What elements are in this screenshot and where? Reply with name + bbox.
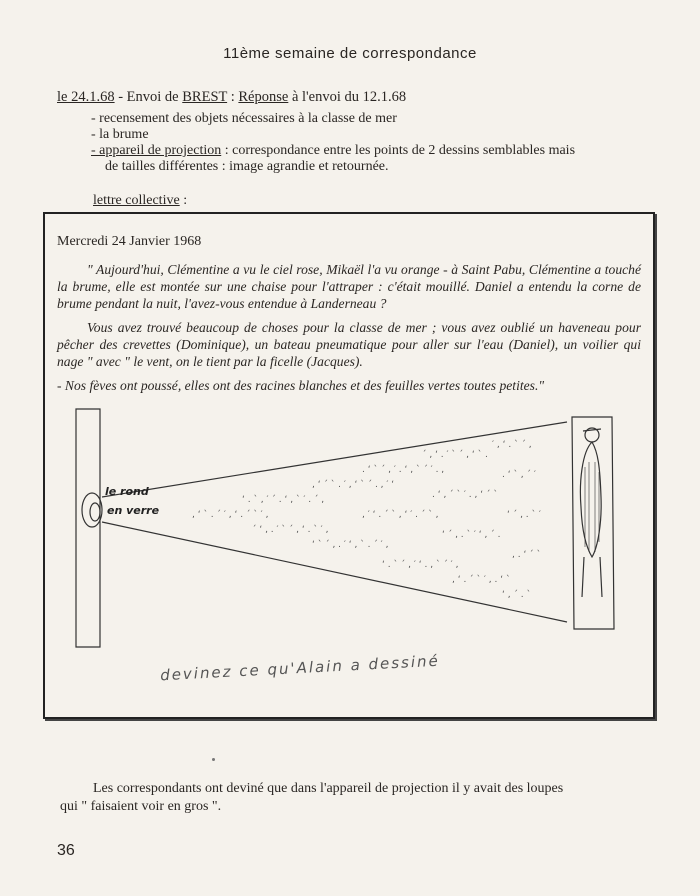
header-city: BREST: [182, 89, 228, 105]
header-reply: Réponse: [238, 89, 289, 105]
letter-paragraph: " Aujourd'hui, Clémentine a vu le ciel rose, Mikaël l'a vu orange - à Saint Pabu, Clémentine a touché la brume, elle est montée sur une chaise pour l'attraper : c'était mouillé. Daniel a entendu la corne de brume pendant la nuit, l'avez-vous entendue à Landerneau ?: [57, 262, 641, 311]
letter-date: Mercredi 24 Janvier 1968: [57, 234, 202, 249]
page-number: 36: [57, 842, 75, 859]
svg-text:‘ ´ , . ` ′ ‘ , ´ .: ‘ ´ , . ` ′ ‘ , ´ .: [442, 530, 501, 540]
svg-text:, . ‘ ´ `: , . ‘ ´ `: [512, 550, 542, 560]
bullet-item: [91, 143, 575, 159]
svg-text:. ‘ ` ´ , ′ . ‘ , ` ´ ′ . ,: . ‘ ` ´ , ′ . ‘ , ` ´ ′ . ,: [362, 465, 445, 475]
svg-text:, ‘ ´ ` . ′ , ‘ ` ´ . , ′ ‘: , ‘ ´ ` . ′ , ‘ ` ´ . , ′ ‘: [312, 480, 395, 490]
letter-paragraph: - Nos fèves ont poussé, elles ont des racines blanches et des feuilles vertes toutes petites.": [57, 378, 545, 393]
letter-paragraph: Vous avez trouvé beaucoup de choses pour la classe de mer ; vous avez oublié un haveneau pour pêcher des crevettes (Dominique), un bateau pneumatique pour aller sur l'eau (Daniel), un voilier qui nage " avec " le vent, on le tient par la ficelle (Jacques).: [57, 320, 641, 369]
header-date: le 24.1.68: [57, 89, 115, 105]
svg-text:‘ ` ´ , . ′ ‘ , ` . ´ ′ ,: ‘ ` ´ , . ′ ‘ , ` . ´ ′ ,: [312, 540, 389, 550]
bullet-continuation: de tailles différentes : image agrandie et retournée.: [105, 159, 389, 174]
closing-line: qui " faisaient voir en gros ".: [60, 799, 222, 814]
bullet-list: [91, 111, 575, 175]
closing-text: [60, 780, 564, 816]
bullet-item: - la brume: [91, 127, 149, 142]
drawing-caption: devinez ce qu'Alain a dessiné: [159, 651, 441, 685]
bullet-item: - recensement des objets nécessaires à la classe de mer: [91, 111, 397, 126]
svg-text:´ , ‘ . ′ ` ´ , ‘ ` .: ´ , ‘ . ′ ` ´ , ‘ ` .: [422, 450, 488, 460]
dispatch-header: [57, 89, 406, 106]
letter-label-text: lettre collective: [93, 193, 180, 208]
svg-text:′ , ‘ . ` ´ ,: ′ , ‘ . ` ´ ,: [492, 440, 532, 450]
drawing-label-1: le rond: [105, 485, 149, 498]
svg-text:‘ , ´ . `: ‘ , ´ . `: [502, 590, 532, 600]
svg-text:‘ . ` , ′ ´ . ‘ , ` ′ . ´ ,: ‘ . ` , ′ ´ . ‘ , ` ′ . ´ ,: [242, 495, 325, 505]
letter-label: [93, 193, 187, 209]
drawing-label-2: en verre: [107, 504, 160, 517]
header-mid: - Envoi de: [114, 89, 183, 105]
projector-drawing: [62, 407, 622, 652]
svg-text:, ‘ . ´ ` ′ , . ‘ `: , ‘ . ´ ` ′ , . ‘ `: [452, 575, 511, 585]
closing-line: Les correspondants ont deviné que dans l'appareil de projection il y avait des loupes: [93, 781, 564, 796]
svg-text:, ′ ‘ . ´ ` , ‘ ′ . ´ ` ,: , ′ ‘ . ´ ` , ‘ ′ . ´ ` ,: [362, 510, 439, 520]
header-rest: à l'envoi du 12.1.68: [288, 89, 407, 105]
svg-text:. ‘ , ´ ` ′ . , ‘ ´ `: . ‘ , ´ ` ′ . , ‘ ´ `: [432, 490, 498, 500]
svg-text:. ‘ ` , ´ ′: . ‘ ` , ´ ′: [502, 470, 536, 480]
svg-text:‘ ´ , . ` ′: ‘ ´ , . ` ′: [507, 510, 541, 520]
bullet-text: : correspondance entre les points de 2 dessins semblables mais: [221, 143, 576, 158]
svg-text:‘ . ` ´ , ′ ‘ . , ` ´ ′ ,: ‘ . ` ´ , ′ ‘ . , ` ´ ′ ,: [382, 560, 459, 570]
svg-text:´ ‘ , . ′ ` ´ , ‘ . ` ′ ,: ´ ‘ , . ′ ` ´ , ‘ . ` ′ ,: [252, 525, 329, 535]
ink-dot: [212, 758, 215, 761]
svg-text:, ‘ ` . ´ ′ , ‘ . ´ ` ′ ,: , ‘ ` . ´ ′ , ‘ . ´ ` ′ ,: [192, 510, 269, 520]
bullet-label: - appareil de projection: [91, 143, 222, 158]
letter-label-colon: :: [179, 193, 188, 208]
letter-body: [57, 261, 641, 401]
header-sep: :: [227, 89, 239, 105]
page-title: 11ème semaine de correspondance: [223, 45, 477, 62]
